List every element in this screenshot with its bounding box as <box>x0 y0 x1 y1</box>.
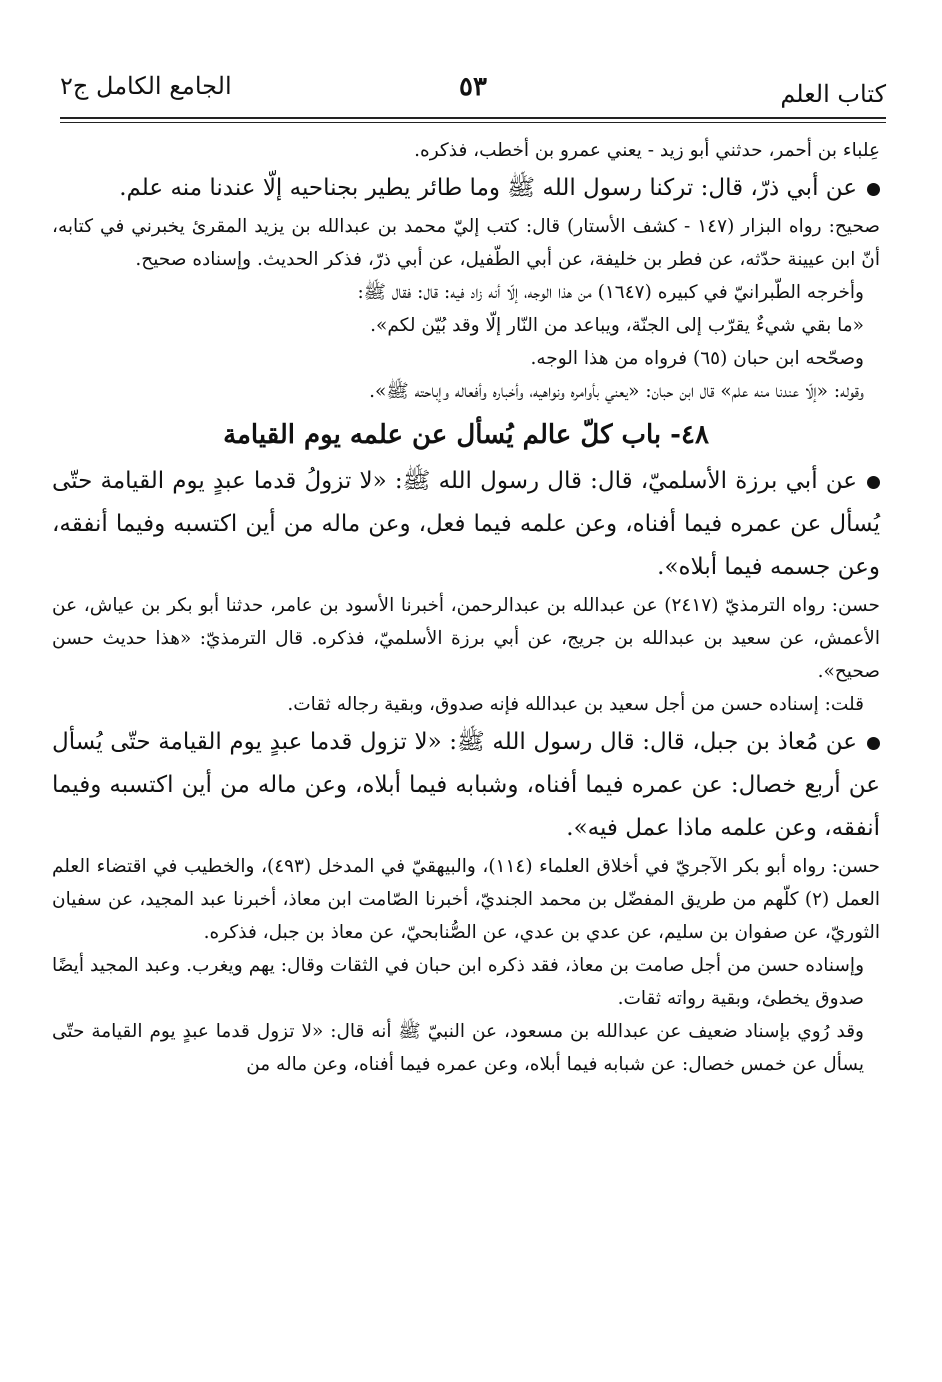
quote-paragraph: «ما بقي شيءٌ يقرّب إلى الجنّة، ويباعد من النّار إلّا وقد بُيّن لكم». <box>370 315 864 336</box>
commentary-paragraph: قلت: إسناده حسن من أجل سعيد بن عبدالله فإنه صدوق، وبقية رجاله ثقات. <box>287 694 864 715</box>
commentary-paragraph: حسن: رواه أبو بكر الآجريّ في أخلاق العلماء (١١٤)، والبيهقيّ في المدخل (٤٩٣)، والخطيب في اقتضاء العلم العمل (٢) كلّهم من طريق المفضّل بن محمد الجنديّ، أخبرنا الصّامت ابن معاذ، أخبرنا عبد المجيد، عن سفيان الثوريّ، عن صفوان بن سليم، عن عدي بن عدي، عن الصُّنابحيّ، عن معاذ بن جبل، فذكره. <box>52 856 880 943</box>
book-section-title: كتاب العلم <box>780 80 886 108</box>
page-number: ٥٣ <box>459 72 487 102</box>
commentary-paragraph: حسن: رواه الترمذيّ (٢٤١٧) عن عبدالله بن عبدالرحمن، أخبرنا الأسود بن عامر، حدثنا أبو بكر بن عياش، عن الأعمش، عن سعيد بن عبدالله بن جريج، عن أبي برزة الأسلميّ، فذكره. قال الترمذيّ: «هذا حديث حسن صحيح». <box>52 595 880 682</box>
commentary-paragraph: وإسناده حسن من أجل صامت بن معاذ، فقد ذكره ابن حبان في الثقات وقال: يهم ويغرب. وعبد المجيد أيضًا صدوق يخطئ، وبقية رواته ثقات. <box>52 955 864 1009</box>
chapter-title: ٤٨- باب كلّ عالم يُسأل عن علمه يوم القيامة <box>223 420 709 450</box>
paragraph: عِلباء بن أحمر، حدثني أبو زيد - يعني عمرو بن أخطب، فذكره. <box>414 140 880 161</box>
bullet-icon <box>867 183 880 196</box>
hadith-text: عن أبي برزة الأسلميّ، قال: قال رسول الله ﷺ: «لا تزولُ قدما عبدٍ يوم القيامة حتّى يُسأل عن عمره فيما أفناه، وعن علمه فيما فعل، وعن ماله من أين اكتسبه وفيما أنفقه، وعن جسمه فيما أبلاه». <box>52 468 880 580</box>
page-header <box>60 62 886 112</box>
page-body <box>52 134 880 1081</box>
hadith-paragraph <box>52 167 880 210</box>
hadith-paragraph <box>52 721 880 850</box>
hadith-text: عن مُعاذ بن جبل، قال: قال رسول الله ﷺ: «لا تزول قدما عبدٍ يوم القيامة حتّى يُسأل عن أربع خصال: عن عمره فيما أفناه، وشبابه فيما أبلاه، وعن ماله من أين اكتسبه وفيما أنفقه، وعن علمه ماذا عمل فيه». <box>52 729 880 841</box>
book-title: الجامع الكامل ج٢ <box>60 72 232 100</box>
header-rule <box>60 117 886 119</box>
commentary-paragraph: وقد رُوي بإسناد ضعيف عن عبدالله بن مسعود، عن النبيّ ﷺ أنه قال: «لا تزول قدما عبدٍ يوم القيامة حتّى يسأل عن خمس خصال: عن شبابه فيما أبلاه، وعن عمره فيما أفناه، وعن ماله من <box>52 1021 864 1075</box>
hadith-paragraph <box>52 460 880 589</box>
header-rule-thin <box>60 122 886 123</box>
bullet-icon <box>867 476 880 489</box>
bullet-icon <box>867 737 880 750</box>
commentary-paragraph: وأخرجه الطّبرانيّ في كبيره (١٦٤٧) من هذا الوجه، إلّا أنه زاد فيه: قال: فقال ﷺ: <box>357 282 864 303</box>
commentary-paragraph: صحيح: رواه البزار (١٤٧ - كشف الأستار) قال: كتب إليّ محمد بن عبدالله بن يزيد المقرئ يخبرني في كتابه، أنّ ابن عيينة حدّثه، عن فطر بن خليفة، عن أبي الطّفيل، عن أبي ذرّ، فذكر الحديث. وإسناده صحيح. <box>52 216 881 270</box>
hadith-text: عن أبي ذرّ، قال: تركنا رسول الله ﷺ وما طائر يطير بجناحيه إلّا عندنا منه علم. <box>119 175 857 201</box>
commentary-paragraph: وقوله: «إلّا عندنا منه علم» قال ابن حبان: «يعني بأوامره ونواهيه، وأخباره وأفعاله وإباحته ﷺ». <box>369 381 864 402</box>
commentary-paragraph: وصحّحه ابن حبان (٦٥) فرواه من هذا الوجه. <box>530 348 864 369</box>
